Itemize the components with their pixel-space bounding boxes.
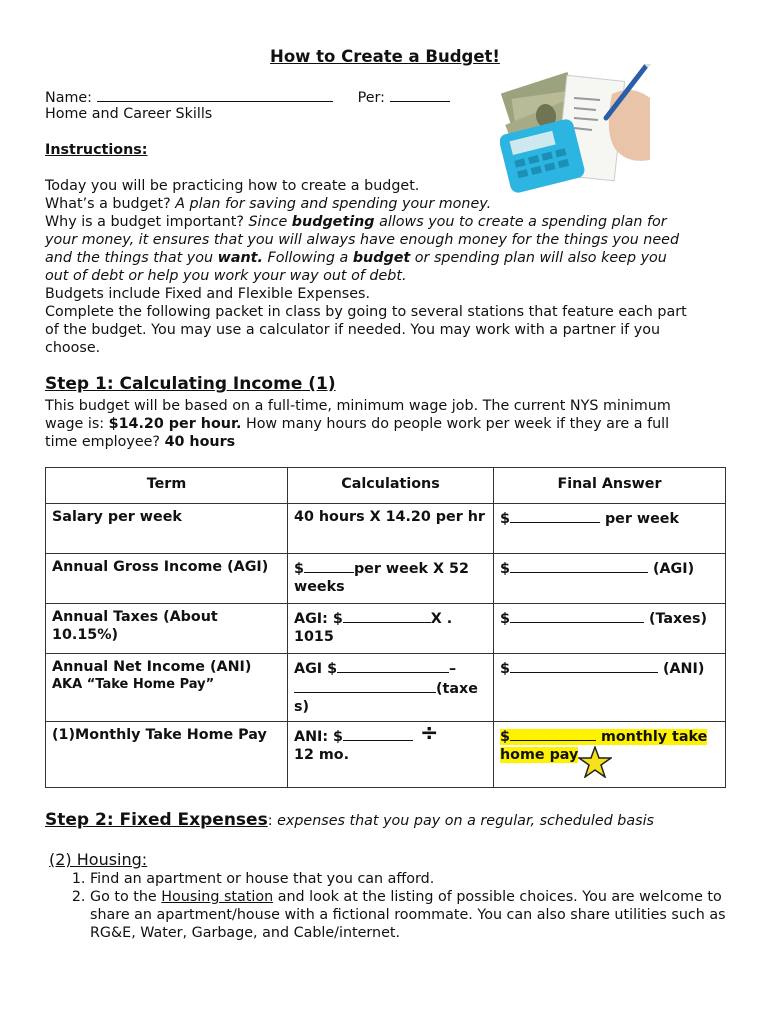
list-item: 1. Find an apartment or house that you can afford. [90, 870, 750, 888]
calc-cell[interactable]: AGI $ – (taxe s) [288, 654, 494, 722]
per-label: Per: [357, 90, 385, 106]
why-budget-line-4: out of debt or help you work your way out of debt. [45, 268, 407, 284]
answer-blank [510, 608, 644, 623]
name-blank[interactable] [97, 87, 333, 102]
header-final-answer: Final Answer [494, 468, 726, 504]
step1-heading: Step 1: Calculating Income (1) [45, 374, 336, 394]
what-is-budget-line [45, 195, 491, 213]
calc-blank [304, 558, 354, 573]
name-label: Name: [45, 90, 92, 106]
answer-cell[interactable]: $ (ANI) [494, 654, 726, 722]
instructions-heading: Instructions: [45, 142, 148, 158]
hours-value: 40 hours [164, 434, 236, 450]
calc-cell[interactable]: $ per week X 52 weeks [288, 554, 494, 604]
table-row [46, 654, 726, 722]
step2-heading: Step 2: Fixed Expenses [45, 810, 268, 830]
answer-blank [510, 558, 648, 573]
term-cell: (1)Monthly Take Home Pay [46, 722, 288, 788]
table-row [46, 604, 726, 654]
housing-heading: (2) Housing: [49, 850, 148, 869]
why-budget-line-3: and the things that you want. Following a budget or spending plan will also keep you [45, 250, 667, 266]
calc-cell: 40 hours X 14.20 per hr [288, 504, 494, 554]
housing-list [45, 870, 750, 942]
answer-cell[interactable]: $ (AGI) [494, 554, 726, 604]
list-item: 2. Go to the Housing station and look at the listing of possible choices. You are welcome to share an apartment/house with a fictional roommate. You can also share utilities such as RG&E, Water, Garbage, and Cable/internet. [90, 888, 750, 942]
divide-icon: ÷ [420, 721, 439, 746]
table-row [46, 722, 726, 788]
answer-cell[interactable]: $ monthly take home pay [494, 722, 726, 788]
answer-cell[interactable]: $ (Taxes) [494, 604, 726, 654]
table-header-row [46, 468, 726, 504]
table-row [46, 554, 726, 604]
why-budget-line-2: your money, it ensures that you will always have enough money for the things you need [45, 232, 680, 248]
expenses-line: Budgets include Fixed and Flexible Expenses. [45, 286, 371, 302]
term-cell: Annual Taxes (About 10.15%) [46, 604, 288, 654]
header-term: Term [46, 468, 288, 504]
calc-blank [343, 726, 413, 741]
complete-line-1: Complete the following packet in class by going to several stations that feature each part [45, 304, 687, 320]
per-blank[interactable] [390, 87, 450, 102]
complete-line-3: choose. [45, 340, 101, 356]
answer-blank [510, 508, 600, 523]
income-table [45, 467, 726, 788]
step2-line: Step 2: Fixed Expenses: expenses that you pay on a regular, scheduled basis [45, 810, 654, 830]
why-budget-line-1: Why is a budget important? Since budgeting allows you to create a spending plan for [45, 214, 667, 230]
term-cell: Salary per week [46, 504, 288, 554]
star-icon [578, 746, 612, 778]
calc-blank-2 [294, 678, 436, 693]
calc-cell[interactable]: ANI: $ ÷ 12 mo. [288, 722, 494, 788]
instructions-line-1: Today you will be practicing how to create a budget. [45, 178, 420, 194]
calc-blank [343, 608, 431, 623]
answer-cell[interactable]: $ per week [494, 504, 726, 554]
header-calculations: Calculations [288, 468, 494, 504]
term-cell: Annual Gross Income (AGI) [46, 554, 288, 604]
complete-line-2: of the budget. You may use a calculator if needed. You may work with a partner if you [45, 322, 661, 338]
why-question: Why is a budget important? [45, 214, 244, 230]
housing-station-link: Housing station [161, 889, 274, 905]
answer-blank [510, 658, 658, 673]
calc-cell[interactable]: AGI: $ X . 1015 [288, 604, 494, 654]
budget-illustration [500, 64, 652, 198]
wage-value: $14.20 per hour. [108, 416, 242, 432]
course-name: Home and Career Skills [45, 106, 213, 122]
step1-body-2: wage is: $14.20 per hour. How many hours do people work per week if they are a full [45, 416, 670, 432]
what-question: What’s a budget? [45, 196, 171, 212]
term-cell: Annual Net Income (ANI) AKA “Take Home Pay” [46, 654, 288, 722]
answer-blank [510, 726, 596, 741]
page-title: How to Create a Budget! [270, 47, 500, 66]
what-answer: A plan for saving and spending your money. [175, 196, 492, 212]
step2-description: expenses that you pay on a regular, scheduled basis [277, 813, 654, 829]
step1-body-3: time employee? 40 hours [45, 434, 236, 450]
calc-blank [337, 658, 449, 673]
name-line [45, 87, 450, 107]
step1-body-1: This budget will be based on a full-time, minimum wage job. The current NYS minimum [45, 398, 671, 414]
table-row [46, 504, 726, 554]
